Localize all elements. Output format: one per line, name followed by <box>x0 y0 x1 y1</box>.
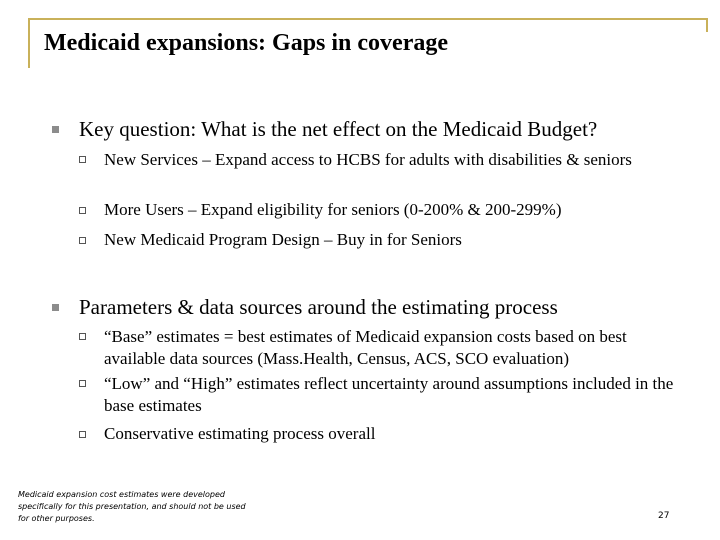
sub-bullet-box <box>79 380 86 387</box>
sub-bullet-box <box>79 207 86 214</box>
footnote: Medicaid expansion cost estimates were developed specifically for this presentation, and should not be used for other purposes. <box>18 490 246 523</box>
page-number: 27 <box>658 511 670 521</box>
section-heading-parameters: Parameters & data sources around the estimating process <box>79 295 558 319</box>
slide-title: Medicaid expansions: Gaps in coverage <box>44 30 449 56</box>
section-heading-key-question: Key question: What is the net effect on the Medicaid Budget? <box>79 117 598 141</box>
bullet-square <box>52 304 59 311</box>
sub-bullet-box <box>79 431 86 438</box>
bullet-square <box>52 126 59 133</box>
sub-bullet-box <box>79 333 86 340</box>
sub-item-low-high-estimates: “Low” and “High” estimates reflect uncertainty around assumptions included in the base estimates <box>104 374 674 415</box>
sub-bullet-box <box>79 156 86 163</box>
sub-item-more-users: More Users – Expand eligibility for seniors (0-200% & 200-299%) <box>104 200 562 219</box>
sub-item-new-services: New Services – Expand access to HCBS for adults with disabilities & seniors <box>104 150 632 169</box>
sub-item-base-estimates: “Base” estimates = best estimates of Medicaid expansion costs based on best available data sources (Mass.Health, Census, ACS, SCO evaluation) <box>104 327 627 368</box>
sub-item-program-design: New Medicaid Program Design – Buy in for Seniors <box>104 230 462 249</box>
sub-bullet-box <box>79 237 86 244</box>
sub-item-conservative-process: Conservative estimating process overall <box>104 424 376 443</box>
